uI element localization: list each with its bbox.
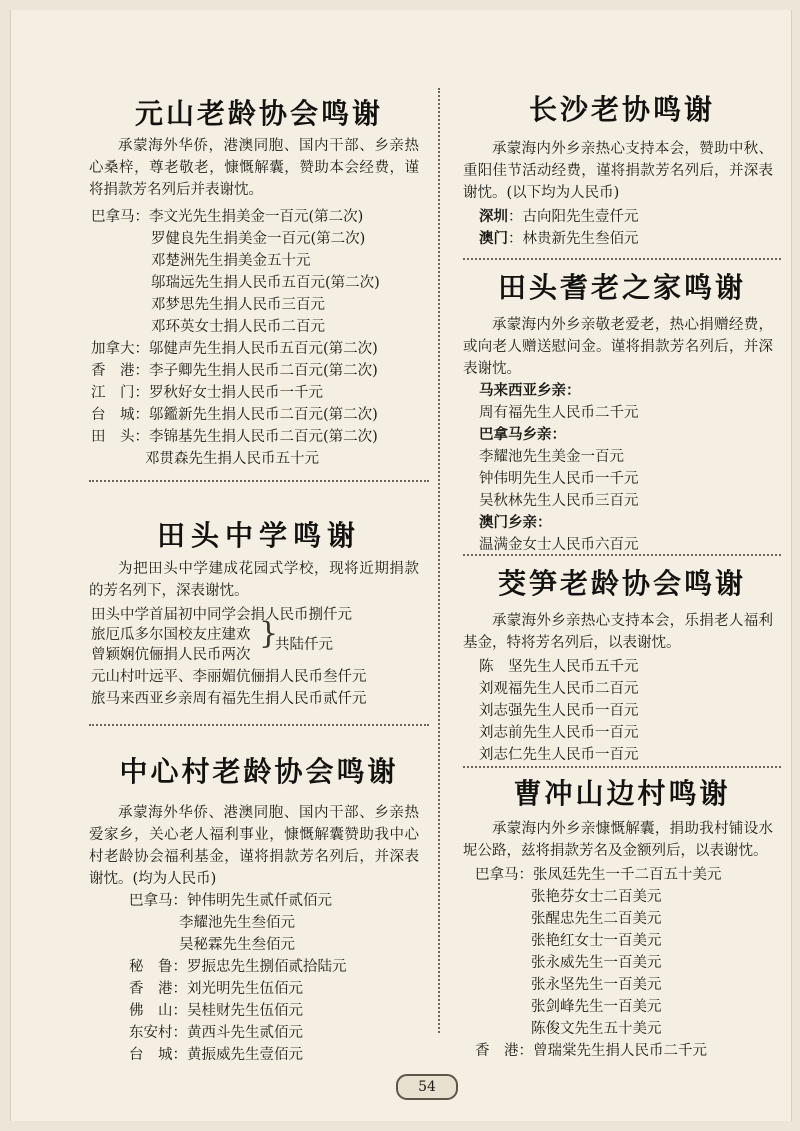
donor-row: 李耀池先生叁佰元	[179, 915, 295, 931]
donor-row: 陈 坚先生人民币五千元	[479, 659, 639, 675]
section-intro: 为把田头中学建成花园式学校，现将近期捐款的芳名列下，深表谢忱。	[89, 561, 419, 599]
donor-row	[479, 228, 639, 250]
section-title: 田头耆老之家鸣谢	[497, 271, 746, 304]
donor-row: 吴秘霖先生叁佰元	[179, 937, 295, 953]
donor-row: 罗健良先生捐美金一百元(第二次)	[151, 231, 366, 247]
donor-row: 秘 鲁：罗振忠先生捌佰贰拾陆元	[129, 959, 347, 975]
donor-row: 东安村：黄西斗先生贰佰元	[129, 1025, 303, 1041]
donor-row: 田头中学首届初中同学会捐人民币捌仟元	[91, 607, 352, 623]
donor-row: 巴拿马：张凤廷先生一千二百五十美元	[475, 867, 722, 883]
section-divider	[463, 554, 781, 556]
donor-row: 加拿大：邬健声先生捐人民币五百元(第二次)	[91, 341, 378, 357]
section-intro: 承蒙海外华侨，港澳同胞、国内干部、乡亲热心桑梓，尊老敬老，慷慨解囊，赞助本会经费，谨将捐款芳名列后并表谢忱。	[89, 138, 419, 198]
donor-row: 邓环英女士捐人民币二百元	[151, 319, 325, 335]
donor-row: 邓贯森先生捐人民币五十元	[145, 451, 319, 467]
donor-row: 曾颖娴伉俪捐人民币两次	[91, 647, 251, 663]
column-divider	[438, 88, 440, 1033]
donor-row: 张永坚先生一百美元	[531, 977, 662, 993]
donor-row: 邓楚洲先生捐美金五十元	[151, 253, 311, 269]
donor-row: 张艳红女士一百美元	[531, 933, 662, 949]
section-divider	[463, 258, 781, 260]
section-title: 田头中学鸣谢	[156, 519, 361, 552]
donor-row: 旅厄瓜多尔国校友庄建欢	[91, 627, 251, 643]
section-title: 曹冲山边村鸣谢	[513, 777, 731, 810]
section-title: 茭笋老龄协会鸣谢	[497, 567, 746, 600]
group-label: 马来西亚乡亲：	[479, 382, 581, 399]
section-divider	[89, 480, 429, 482]
donor-text: ：林贵新先生叁佰元	[508, 231, 639, 247]
donor-row: 田 头：李锦基先生捐人民币二百元(第二次)	[91, 429, 378, 445]
donor-row: 旅马来西亚乡亲周有福先生捐人民币贰仟元	[91, 691, 367, 707]
brace-mark: }	[259, 616, 279, 651]
section-intro: 承蒙海外乡亲热心支持本会，乐捐老人福利基金，特将芳名列后，以表谢忱。	[463, 613, 773, 651]
section-divider	[89, 724, 429, 726]
donor-row: 巴拿马：李文光先生捐美金一百元(第二次)	[91, 209, 364, 225]
donor-row: 刘志仁先生人民币一百元	[479, 747, 639, 763]
donor-row: 张剑峰先生一百美元	[531, 999, 662, 1015]
section-intro: 承蒙海内外乡亲热心支持本会，赞助中秋、重阳佳节活动经费，谨将捐款芳名列后，并深表谢忱。(以下均为人民币)	[463, 141, 773, 201]
group-label: 澳门乡亲：	[479, 514, 552, 531]
donor-row: 钟伟明先生人民币一千元	[479, 471, 639, 487]
donor-row: 台 城：黄振威先生壹佰元	[129, 1047, 303, 1063]
donor-row: 佛 山：吴桂财先生伍佰元	[129, 1003, 303, 1019]
donor-row: 邬瑞远先生捐人民币五百元(第二次)	[151, 275, 380, 291]
section-title: 长沙老协鸣谢	[528, 93, 715, 126]
section-title: 中心村老龄协会鸣谢	[119, 755, 399, 788]
section-divider	[463, 766, 781, 768]
place-label: 深圳	[479, 208, 508, 225]
group-label: 巴拿马乡亲：	[479, 426, 566, 443]
donor-row: 刘观福先生人民币二百元	[479, 681, 639, 697]
donor-row: 李耀池先生美金一百元	[479, 449, 624, 465]
section-intro: 承蒙海内外乡亲敬老爱老，热心捐赠经费，或向老人赠送慰问金。谨将捐款芳名列后，并深表谢忱。	[463, 317, 773, 377]
donor-row-total: 共陆仟元	[275, 637, 333, 653]
donor-row: 刘志前先生人民币一百元	[479, 725, 639, 741]
magazine-page	[10, 10, 792, 1121]
donor-row: 台 城：邬鑑新先生捐人民币二百元(第二次)	[91, 407, 378, 423]
section-intro: 承蒙海内外乡亲慷慨解囊，捐助我村铺设水坭公路，兹将捐款芳名及金额列后，以表谢忱。	[463, 821, 773, 859]
section-title: 元山老龄协会鸣谢	[134, 97, 383, 130]
donor-row	[479, 206, 639, 228]
donor-row: 邓梦思先生捐人民币三百元	[151, 297, 325, 313]
donor-row: 巴拿马：钟伟明先生贰仟贰佰元	[129, 893, 332, 909]
donor-row: 吴秋林先生人民币三百元	[479, 493, 639, 509]
donor-row: 香 港：李子卿先生捐人民币二百元(第二次)	[91, 363, 378, 379]
place-label: 澳门	[479, 230, 508, 247]
section-intro: 承蒙海外华侨、港澳同胞、国内干部、乡亲热爱家乡，关心老人福利事业，慷慨解囊赞助我中心村老龄协会福利基金，谨将捐款芳名列后，并深表谢忱。(均为人民币)	[89, 805, 419, 887]
donor-row: 香 港：曾瑞棠先生捐人民币二千元	[475, 1043, 707, 1059]
donor-text: ：古向阳先生壹仟元	[508, 209, 639, 225]
donor-row: 江 门：罗秋好女士捐人民币一千元	[91, 385, 323, 401]
donor-row: 刘志强先生人民币一百元	[479, 703, 639, 719]
donor-row: 张永威先生一百美元	[531, 955, 662, 971]
donor-row: 张醒忠先生二百美元	[531, 911, 662, 927]
page-number: 54	[396, 1074, 458, 1100]
donor-row: 陈俊文先生五十美元	[531, 1021, 662, 1037]
donor-row: 周有福先生人民币二千元	[479, 405, 639, 421]
donor-row: 元山村叶远平、李丽媚伉俪捐人民币叁仟元	[91, 669, 367, 685]
donor-row: 温满金女士人民币六百元	[479, 537, 639, 553]
donor-row: 张艳芬女士二百美元	[531, 889, 662, 905]
donor-row: 香 港：刘光明先生伍佰元	[129, 981, 303, 997]
